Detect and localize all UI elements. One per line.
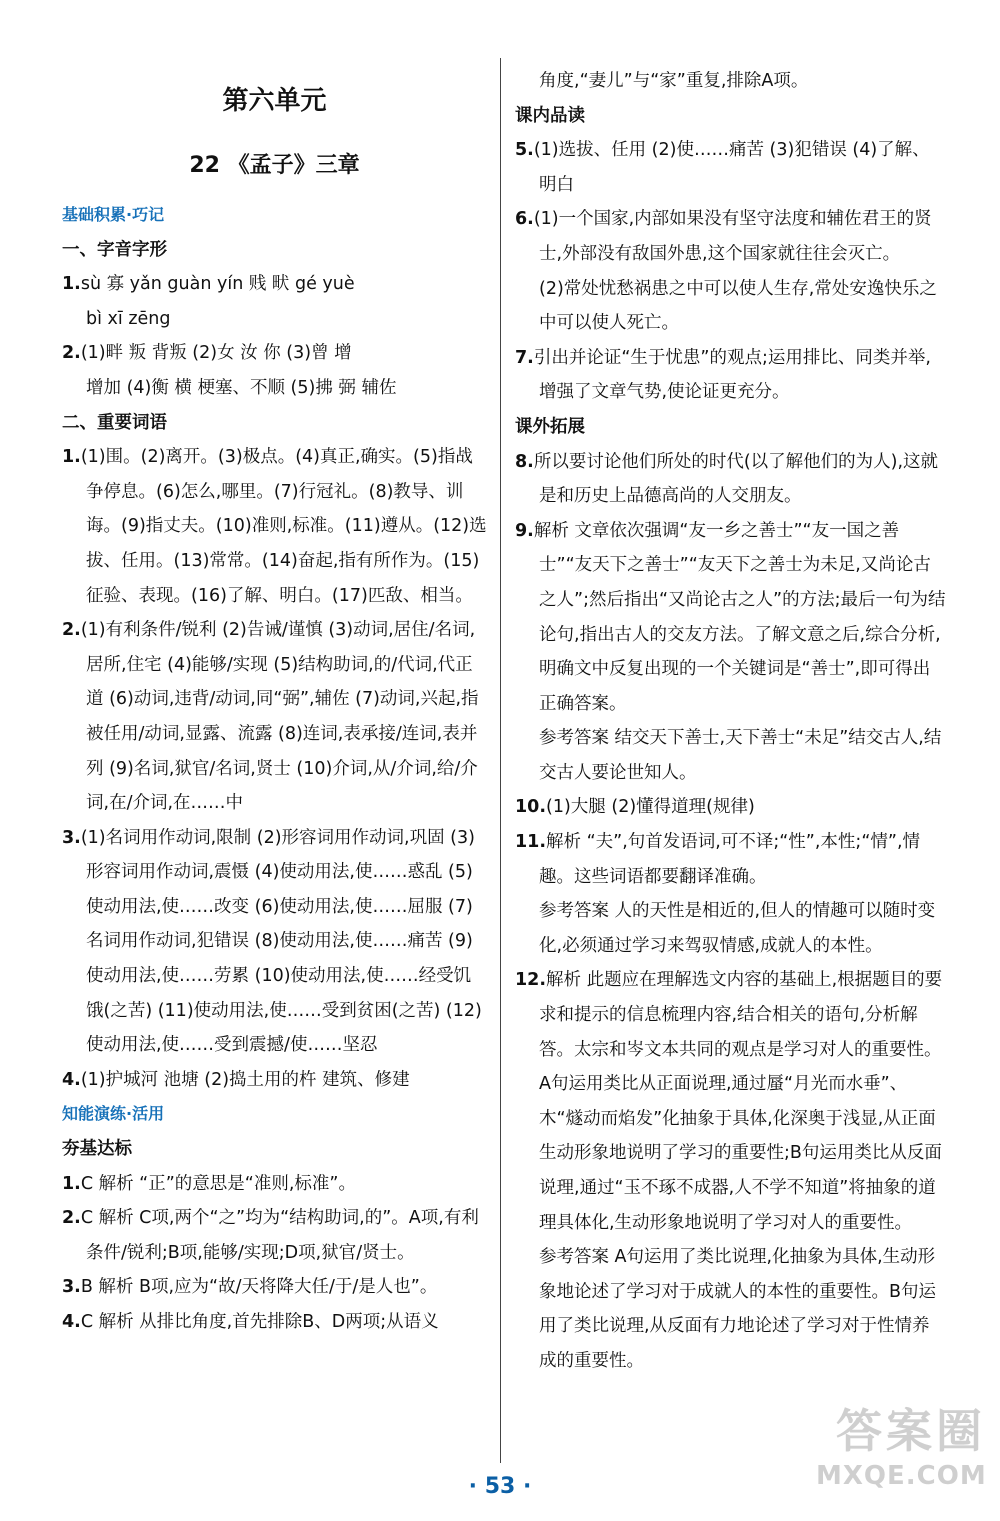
answer-continuation: 增加 (4)衡 横 梗塞、不顺 (5)拂 弼 辅佐	[86, 377, 397, 398]
item-text: (1)名词用作动词,限制 (2)形容词用作动词,巩固 (3)形容词用作动词,震慑 (4)使动用法,使……惑乱 (5)使动用法,使……改变 (6)使动用法,使……屈服 (7)名词用作动词,犯错误 (8)使动用法,使……痛苦 (9)使动用法,使……劳累 (10)使动用法,使……经受饥饿(之苦) (11)使动用法,使……受到贫困(之苦) (12)使动用法,使……受到震撼/使……坚忍	[80, 827, 482, 1056]
item-number: 3.	[62, 827, 81, 848]
answer-continuation: 参考答案 人的天性是相近的,但人的情趣可以随时变化,必须通过学习来驾驭情感,成就人的本性。	[539, 901, 936, 956]
answer-item	[62, 1270, 487, 1305]
answer-continuation: 角度,“妻儿”与“家”重复,排除A项。	[539, 71, 809, 91]
answer-item	[515, 202, 947, 271]
answer-item	[62, 440, 487, 613]
answer-item	[515, 133, 947, 202]
item-text: (1)护城河 池塘 (2)捣土用的杵 建筑、修建	[80, 1069, 410, 1090]
item-text: C 解析 C项,两个“之”均为“结构助词,的”。A项,有利条件/锐利;B项,能够/实现;D项,狱官/贤士。	[80, 1208, 479, 1263]
item-text: B 解析 B项,应为“故/天将降大任/于/是人也”。	[80, 1277, 438, 1298]
answer-item	[62, 336, 487, 371]
item-number: 1.	[62, 447, 81, 468]
sub-heading: 夯基达标	[62, 1139, 132, 1160]
item-text: 解析 文章依次强调“友一乡之善士”“友一国之善士”“友天下之善士”“友天下之善士为未足,又尚论古之人”;然后指出“又尚论古之人”的方法;最后一句为结论句,指出古人的交友方法。了解文意之后,综合分析,明确文中反复出现的一个关键词是“善士”,即可得出正确答案。	[533, 520, 946, 714]
answer-item	[62, 821, 487, 1063]
left-column-body	[62, 198, 487, 1340]
item-text: C 解析 从排比角度,首先排除B、D两项;从语义	[80, 1312, 439, 1332]
answer-continuation: 参考答案 结交天下善士,天下善士“未足”结交古人,结交古人要论世知人。	[539, 728, 942, 783]
column-divider	[500, 58, 501, 1463]
item-number: 6.	[515, 209, 534, 230]
sub-heading: 课外拓展	[515, 416, 585, 437]
item-number: 4.	[62, 1312, 81, 1332]
sub-heading: 一、字音字形	[62, 239, 167, 260]
watermark-url: MXQE.COM	[816, 1461, 987, 1491]
item-text: 解析 “夫”,句首发语词,可不译;“性”,本性;“情”,情趣。这些词语都要翻译准确。	[539, 832, 921, 887]
item-number: 10.	[515, 797, 547, 818]
item-number: 1.	[62, 1173, 81, 1194]
item-text: (1)大腿 (2)懂得道理(规律)	[546, 797, 755, 818]
item-number: 2.	[62, 620, 81, 641]
item-number: 4.	[62, 1069, 81, 1090]
answer-item	[515, 825, 947, 894]
item-number: 2.	[62, 343, 81, 364]
answer-item	[62, 1063, 487, 1098]
sub-heading: 课内品读	[515, 105, 585, 126]
item-number: 2.	[62, 1208, 81, 1229]
item-number: 8.	[515, 451, 534, 472]
item-text: (1)畔 叛 背叛 (2)女 汝 你 (3)曾 增	[80, 343, 352, 364]
item-text: (1)一个国家,内部如果没有坚守法度和辅佐君王的贤士,外部没有敌国外患,这个国家就往往会灭亡。	[533, 209, 932, 264]
unit-title: 第六单元	[222, 86, 327, 116]
answer-item	[62, 613, 487, 821]
watermark-text: 答案圈	[836, 1404, 986, 1458]
item-text: C 解析 “正”的意思是“准则,标准”。	[80, 1173, 356, 1194]
item-text: (1)有利条件/锐利 (2)告诫/谨慎 (3)动词,居住/名词,居所,住宅 (4)能够/实现 (5)结构助词,的/代词,代正道 (6)动词,违背/动词,同“弼”,辅佐 (7)动词,兴起,指被任用/动词,显露、流露 (8)连词,表承接/连词,表并列 (9)名词,狱官/名词,贤士 (10)介词,从/介词,给/介词,在/介词,在……中	[80, 620, 479, 814]
item-text: 引出并论证“生于忧患”的观点;运用排比、同类并举,增强了文章气势,使论证更充分。	[533, 347, 931, 403]
item-number: 3.	[62, 1277, 81, 1298]
answer-continuation: bì xī zēng	[86, 308, 171, 329]
answer-item	[515, 445, 947, 514]
item-number: 7.	[515, 347, 534, 368]
section-label: 知能演练·活用	[62, 1104, 165, 1124]
left-column	[62, 64, 487, 1340]
right-column	[515, 64, 947, 1379]
right-column-body	[515, 64, 947, 1379]
watermark-logo	[816, 1403, 986, 1513]
item-number: 12.	[515, 970, 547, 991]
page-number-value: 53	[484, 1474, 516, 1499]
answer-item	[62, 1305, 487, 1340]
answer-item	[515, 514, 947, 722]
section-label: 基础积累·巧记	[62, 205, 165, 224]
item-number: 11.	[515, 832, 547, 853]
item-text: (1)围。(2)离开。(3)极点。(4)真正,确实。(5)指战争停息。(6)怎么,哪里。(7)行冠礼。(8)教导、训诲。(9)指丈夫。(10)准则,标准。(11)遵从。(12)选拔、任用。(13)常常。(14)奋起,指有所作为。(15)征验、表现。(16)了解、明白。(17)匹敌、相当。	[80, 447, 487, 606]
item-text: (1)选拔、任用 (2)使……痛苦 (3)犯错误 (4)了解、明白	[533, 140, 930, 195]
item-number: 9.	[515, 520, 534, 541]
answer-continuation: (2)常处忧愁祸患之中可以使人生存,常处安逸快乐之中可以使人死亡。	[539, 278, 937, 334]
item-number: 1.	[62, 274, 81, 295]
chapter-title: 22 《孟子》三章	[189, 153, 360, 178]
item-text: sù 寡 yǎn guàn yín 贱 畎 gé yuè	[80, 274, 355, 295]
answer-item	[62, 267, 487, 302]
answer-item	[62, 1167, 487, 1202]
answer-item	[515, 341, 947, 410]
item-number: 5.	[515, 140, 534, 161]
answer-item	[515, 963, 947, 1240]
item-text: 解析 此题应在理解选文内容的基础上,根据题目的要求和提示的信息梳理内容,结合相关的语句,分析解答。太宗和岑文本共同的观点是学习对人的重要性。A句运用类比从正面说理,通过蜃“月光而水垂”、木“燧动而焰发”化抽象于具体,化深奥于浅显,从正面生动形象地说明了学习的重要性;B句运用类比从反面说理,通过“玉不琢不成器,人不学不知道”将抽象的道理具体化,生动形象地说明了学习对人的重要性。	[539, 970, 943, 1233]
answer-item	[515, 790, 947, 825]
answer-continuation: 参考答案 A句运用了类比说理,化抽象为具体,生动形象地论述了学习对于成就人的本性的重要性。B句运用了类比说理,从反面有力地论述了学习对于性情养成的重要性。	[539, 1247, 937, 1371]
item-text: 所以要讨论他们所处的时代(以了解他们的为人),这就是和历史上品德高尚的人交朋友。	[533, 451, 939, 507]
sub-heading: 二、重要词语	[62, 412, 167, 433]
page-number: · 53 ·	[468, 1474, 532, 1499]
answer-item	[62, 1201, 487, 1270]
